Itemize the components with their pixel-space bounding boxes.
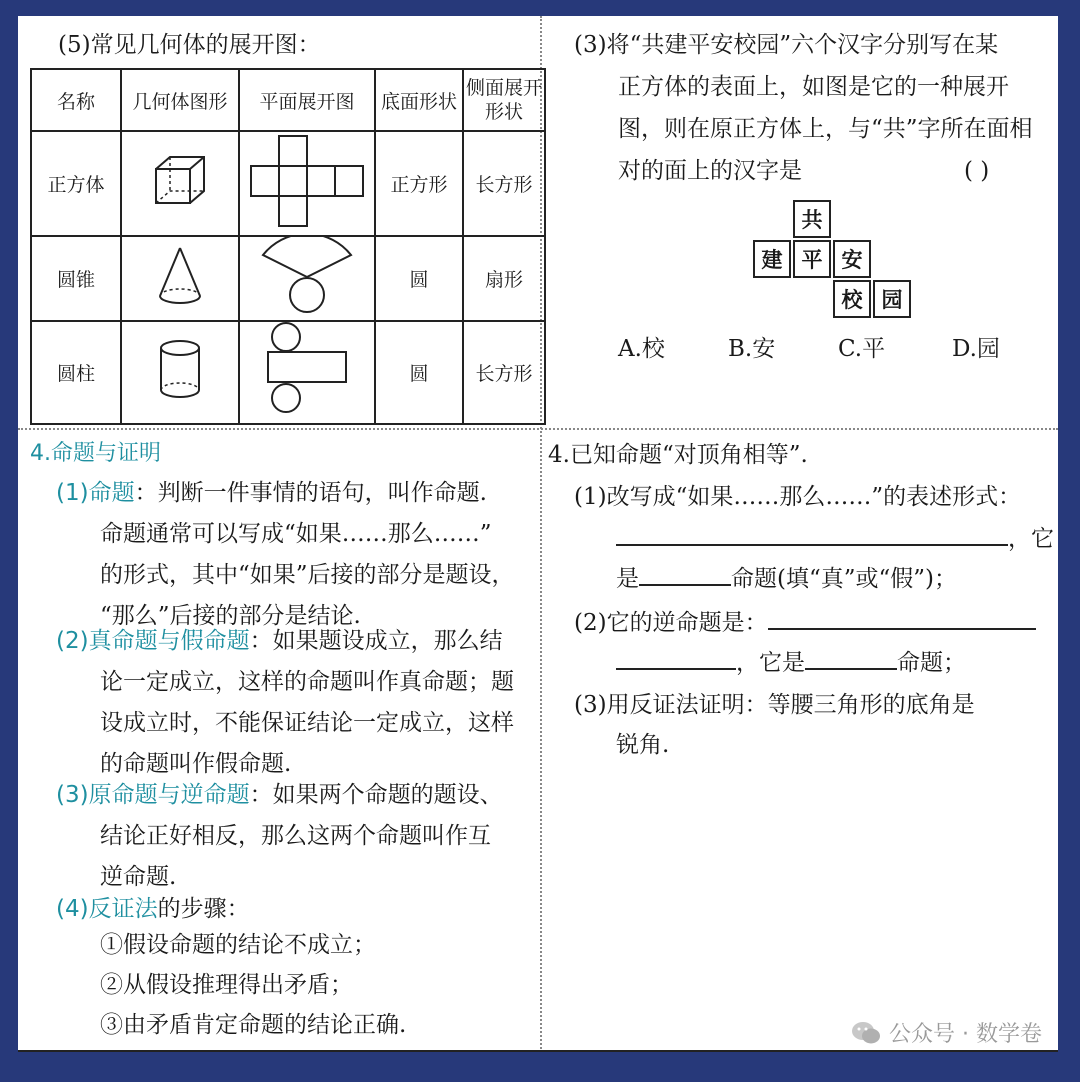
- step-line: ②从假设推理得出矛盾；: [100, 972, 353, 998]
- step-line: ①假设命题的结论不成立；: [100, 932, 376, 958]
- q4-part1-line2: 是 命题(填“真”或“假”)；: [616, 562, 957, 594]
- cube-figure: [121, 131, 239, 236]
- q4-part2-line2: ，它是 命题；: [616, 646, 966, 678]
- header-net: 平面展开图: [239, 69, 375, 131]
- item-2-line: 设成立时，不能保证结论一定成立，这样: [100, 710, 514, 736]
- cube-net: [239, 131, 375, 236]
- answer-blank[interactable]: [768, 606, 1036, 630]
- option-b[interactable]: B.安: [728, 336, 776, 362]
- item-2-line: 的命题叫作假命题.: [100, 751, 292, 777]
- row-base: 圆: [375, 236, 463, 321]
- row-name: 圆柱: [31, 321, 121, 424]
- answer-blank[interactable]: [805, 646, 897, 670]
- item-3-line: 逆命题.: [100, 864, 177, 890]
- header-base: 底面形状: [375, 69, 463, 131]
- question-line: 正方体的表面上，如图是它的一种展开: [618, 74, 1009, 100]
- net-face: 园: [873, 280, 911, 318]
- question-line: 对的面上的汉字是: [618, 158, 802, 184]
- item-1-line: “那么”后接的部分是结论.: [100, 603, 361, 629]
- row-base: 正方形: [375, 131, 463, 236]
- row-name: 圆锥: [31, 236, 121, 321]
- watermark: 公众号 · 数学卷: [851, 1017, 1042, 1048]
- net-face: 共: [793, 200, 831, 238]
- table-heading: (5)常见几何体的展开图：: [58, 32, 321, 58]
- answer-parentheses: ( ): [964, 158, 990, 184]
- row-base: 圆: [375, 321, 463, 424]
- row-side: 长方形: [463, 131, 545, 236]
- item-1-line: 的形式，其中“如果”后接的部分是题设，: [100, 562, 515, 588]
- q4-part1-blank-line: ，它: [616, 522, 1054, 554]
- item-2-line: 论一定成立，这样的命题叫作真命题；题: [100, 669, 514, 695]
- worksheet-page: [18, 16, 1058, 1052]
- cone-figure: [121, 236, 239, 321]
- row-name: 正方体: [31, 131, 121, 236]
- option-c[interactable]: C.平: [838, 336, 886, 362]
- cylinder-net: [239, 321, 375, 424]
- header-name: 名称: [31, 69, 121, 131]
- cylinder-figure: [121, 321, 239, 424]
- item-3-line: (3)原命题与逆命题：如果两个命题的题设、: [56, 782, 503, 808]
- q4-title: 4.已知命题“对顶角相等”.: [548, 442, 808, 468]
- step-line: ③由矛盾肯定命题的结论正确.: [100, 1012, 407, 1038]
- row-side: 扇形: [463, 236, 545, 321]
- row-side: 长方形: [463, 321, 545, 424]
- option-d[interactable]: D.园: [952, 336, 1000, 362]
- item-1-line: 命题通常可以写成“如果……那么……”: [100, 521, 492, 547]
- bottom-rule: [18, 1050, 1058, 1052]
- net-face: 建: [753, 240, 791, 278]
- header-solid: 几何体图形: [121, 69, 239, 131]
- item-1-line: (1)命题：判断一件事情的语句，叫作命题.: [56, 480, 487, 506]
- option-a[interactable]: A.校: [618, 336, 665, 362]
- net-face: 安: [833, 240, 871, 278]
- answer-blank[interactable]: [639, 562, 731, 586]
- item-2-line: (2)真命题与假命题：如果题设成立，那么结: [56, 628, 503, 654]
- item-4-line: (4)反证法的步骤：: [56, 896, 250, 922]
- item-3-line: 结论正好相反，那么这两个命题叫作互: [100, 823, 491, 849]
- wechat-icon: [851, 1020, 881, 1046]
- question-line: (3)将“共建平安校园”六个汉字分别写在某: [574, 32, 999, 58]
- net-face: 平: [793, 240, 831, 278]
- answer-blank[interactable]: [616, 522, 1008, 546]
- section-title: 4.命题与证明: [30, 441, 161, 466]
- horizontal-divider: [18, 428, 1058, 430]
- answer-blank[interactable]: [616, 646, 736, 670]
- q4-part3-line2: 锐角.: [616, 732, 670, 758]
- question-line: 图，则在原正方体上，与“共”字所在面相: [618, 116, 1033, 142]
- cone-net: [239, 236, 375, 321]
- net-face: 校: [833, 280, 871, 318]
- geometry-net-table: [30, 68, 546, 425]
- q4-part1: (1)改写成“如果……那么……”的表述形式：: [574, 484, 1022, 510]
- q4-part3: (3)用反证法证明：等腰三角形的底角是: [574, 692, 975, 718]
- header-side: 侧面展开形状: [463, 69, 545, 131]
- q4-part2: (2)它的逆命题是：: [574, 606, 1036, 638]
